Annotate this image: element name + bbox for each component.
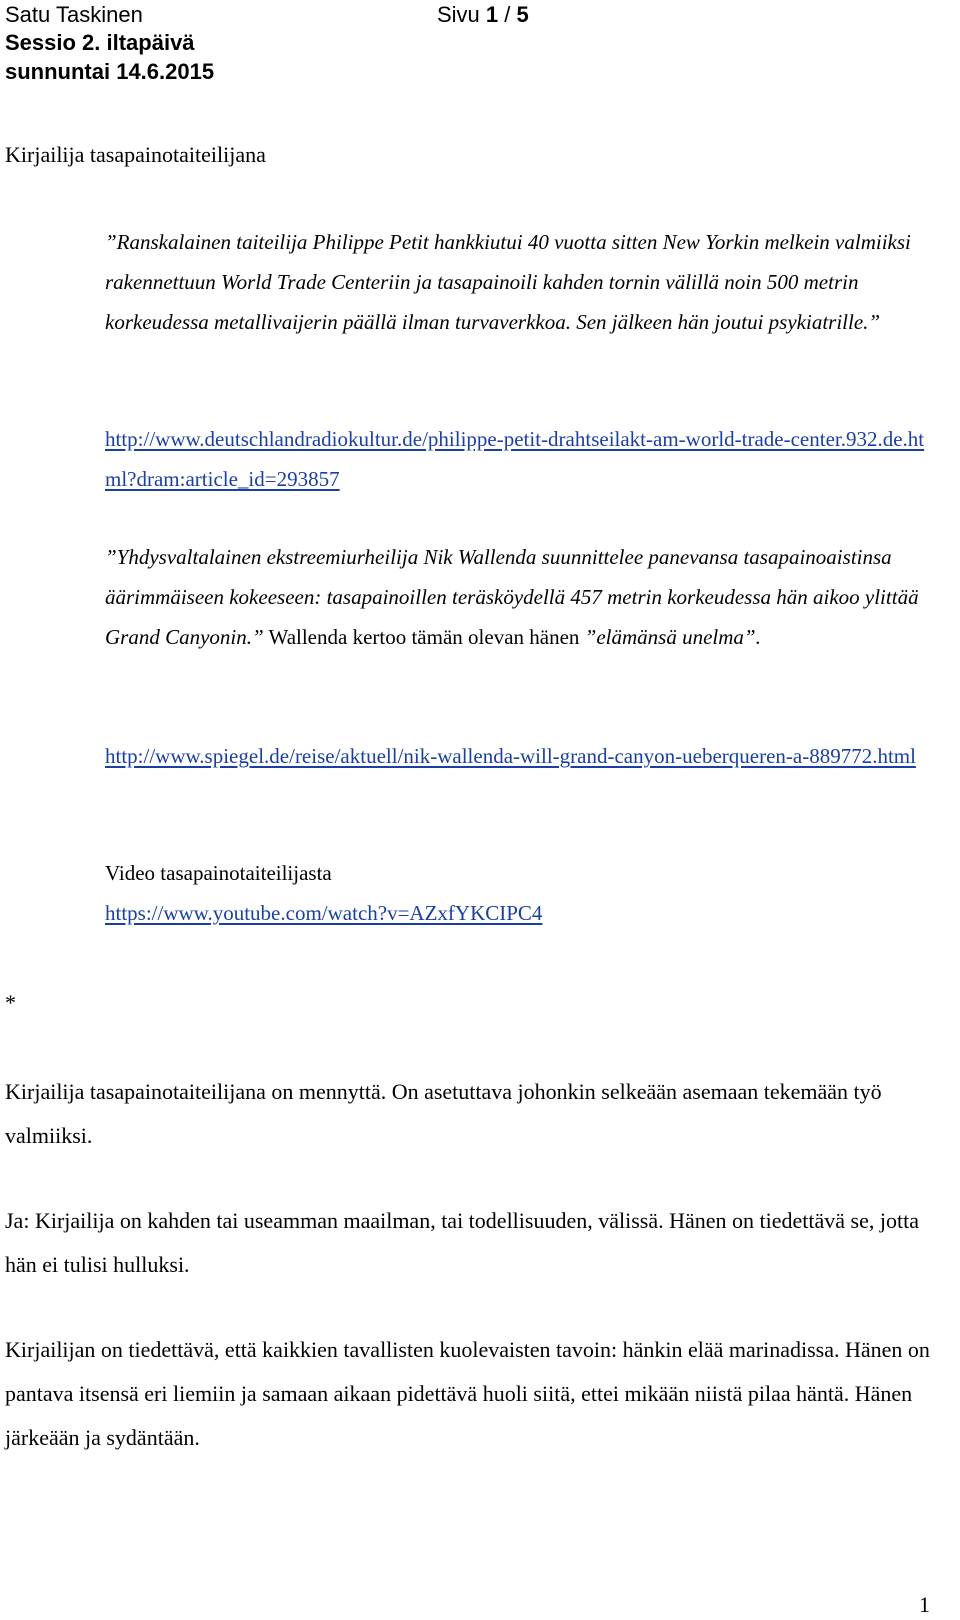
page-current: 1 <box>485 2 499 27</box>
header-author: Satu Taskinen <box>5 2 143 27</box>
quote-wallenda-italic: ”Yhdysvaltalainen ekstreemiurheilija Nik Wallenda suunnittelee panevansa tasapainoaistinsa äärimmäiseen kokeeseen: tasapainoillen teräsköydellä 457 metrin korkeudessa hän aikoo ylittää Grand Canyonin.” <box>105 545 919 649</box>
header-session <box>5 28 195 57</box>
link-spiegel-block <box>105 736 930 776</box>
link-deutschlandradio[interactable]: http://www.deutschlandradiokultur.de/philippe-petit-drahtseilakt-am-world-trade-center.932.de.html?dram:article_id=293857 <box>105 427 925 491</box>
link-deutschlandradio-block <box>105 419 930 499</box>
paragraph-2: Ja: Kirjailija on kahden tai useamman maailman, tai todellisuuden, välissä. Hänen on tiedettävä se, jotta hän ei tulisi hulluksi. <box>5 1208 919 1277</box>
link-spiegel[interactable]: http://www.spiegel.de/reise/aktuell/nik-wallenda-will-grand-canyon-ueberqueren-a-889772.html <box>105 744 916 768</box>
page-label: Sivu <box>437 2 480 27</box>
link-youtube-block <box>105 893 930 933</box>
quote-wallenda-end: ”elämänsä unelma”. <box>584 625 761 649</box>
date-text: sunnuntai 14.6.2015 <box>5 59 215 84</box>
section-separator: * <box>5 990 16 1015</box>
document-title: Kirjailija tasapainotaiteilijana <box>5 142 266 167</box>
quote-nik-wallenda <box>105 537 930 657</box>
header-date <box>5 57 214 86</box>
header-page-indicator <box>437 0 529 29</box>
video-label: Video tasapainotaiteilijasta <box>105 861 332 885</box>
quote-wallenda-normal: Wallenda kertoo tämän olevan hänen <box>263 625 585 649</box>
paragraph-3: Kirjailijan on tiedettävä, että kaikkien tavallisten kuolevaisten tavoin: hänkin elää marinadissa. Hänen on pantava itsensä eri liemiin ja samaan aikaan pidettävä huoli siitä, ettei mikään niistä pilaa häntä. Hänen järkeään ja sydäntään. <box>5 1337 930 1450</box>
paragraph-1: Kirjailija tasapainotaiteilijana on mennyttä. On asetuttava johonkin selkeään asemaan tekemään työ valmiiksi. <box>5 1079 882 1148</box>
session-text: Sessio 2. iltapäivä <box>5 30 195 55</box>
quote-philippe-petit: ”Ranskalainen taiteilija Philippe Petit hankkiutui 40 vuotta sitten New Yorkin melkein valmiiksi rakennettuun World Trade Centeriin ja tasapainoili kahden tornin välillä noin 500 metrin korkeudessa metallivaijerin päällä ilman turvaverkkoa. Sen jälkeen hän joutui psykiatrille.” <box>105 230 911 334</box>
link-youtube[interactable]: https://www.youtube.com/watch?v=AZxfYKCIPC4 <box>105 901 543 925</box>
page-separator: / <box>504 2 511 27</box>
page-total: 5 <box>516 2 529 27</box>
page-number: 1 <box>919 1592 930 1617</box>
